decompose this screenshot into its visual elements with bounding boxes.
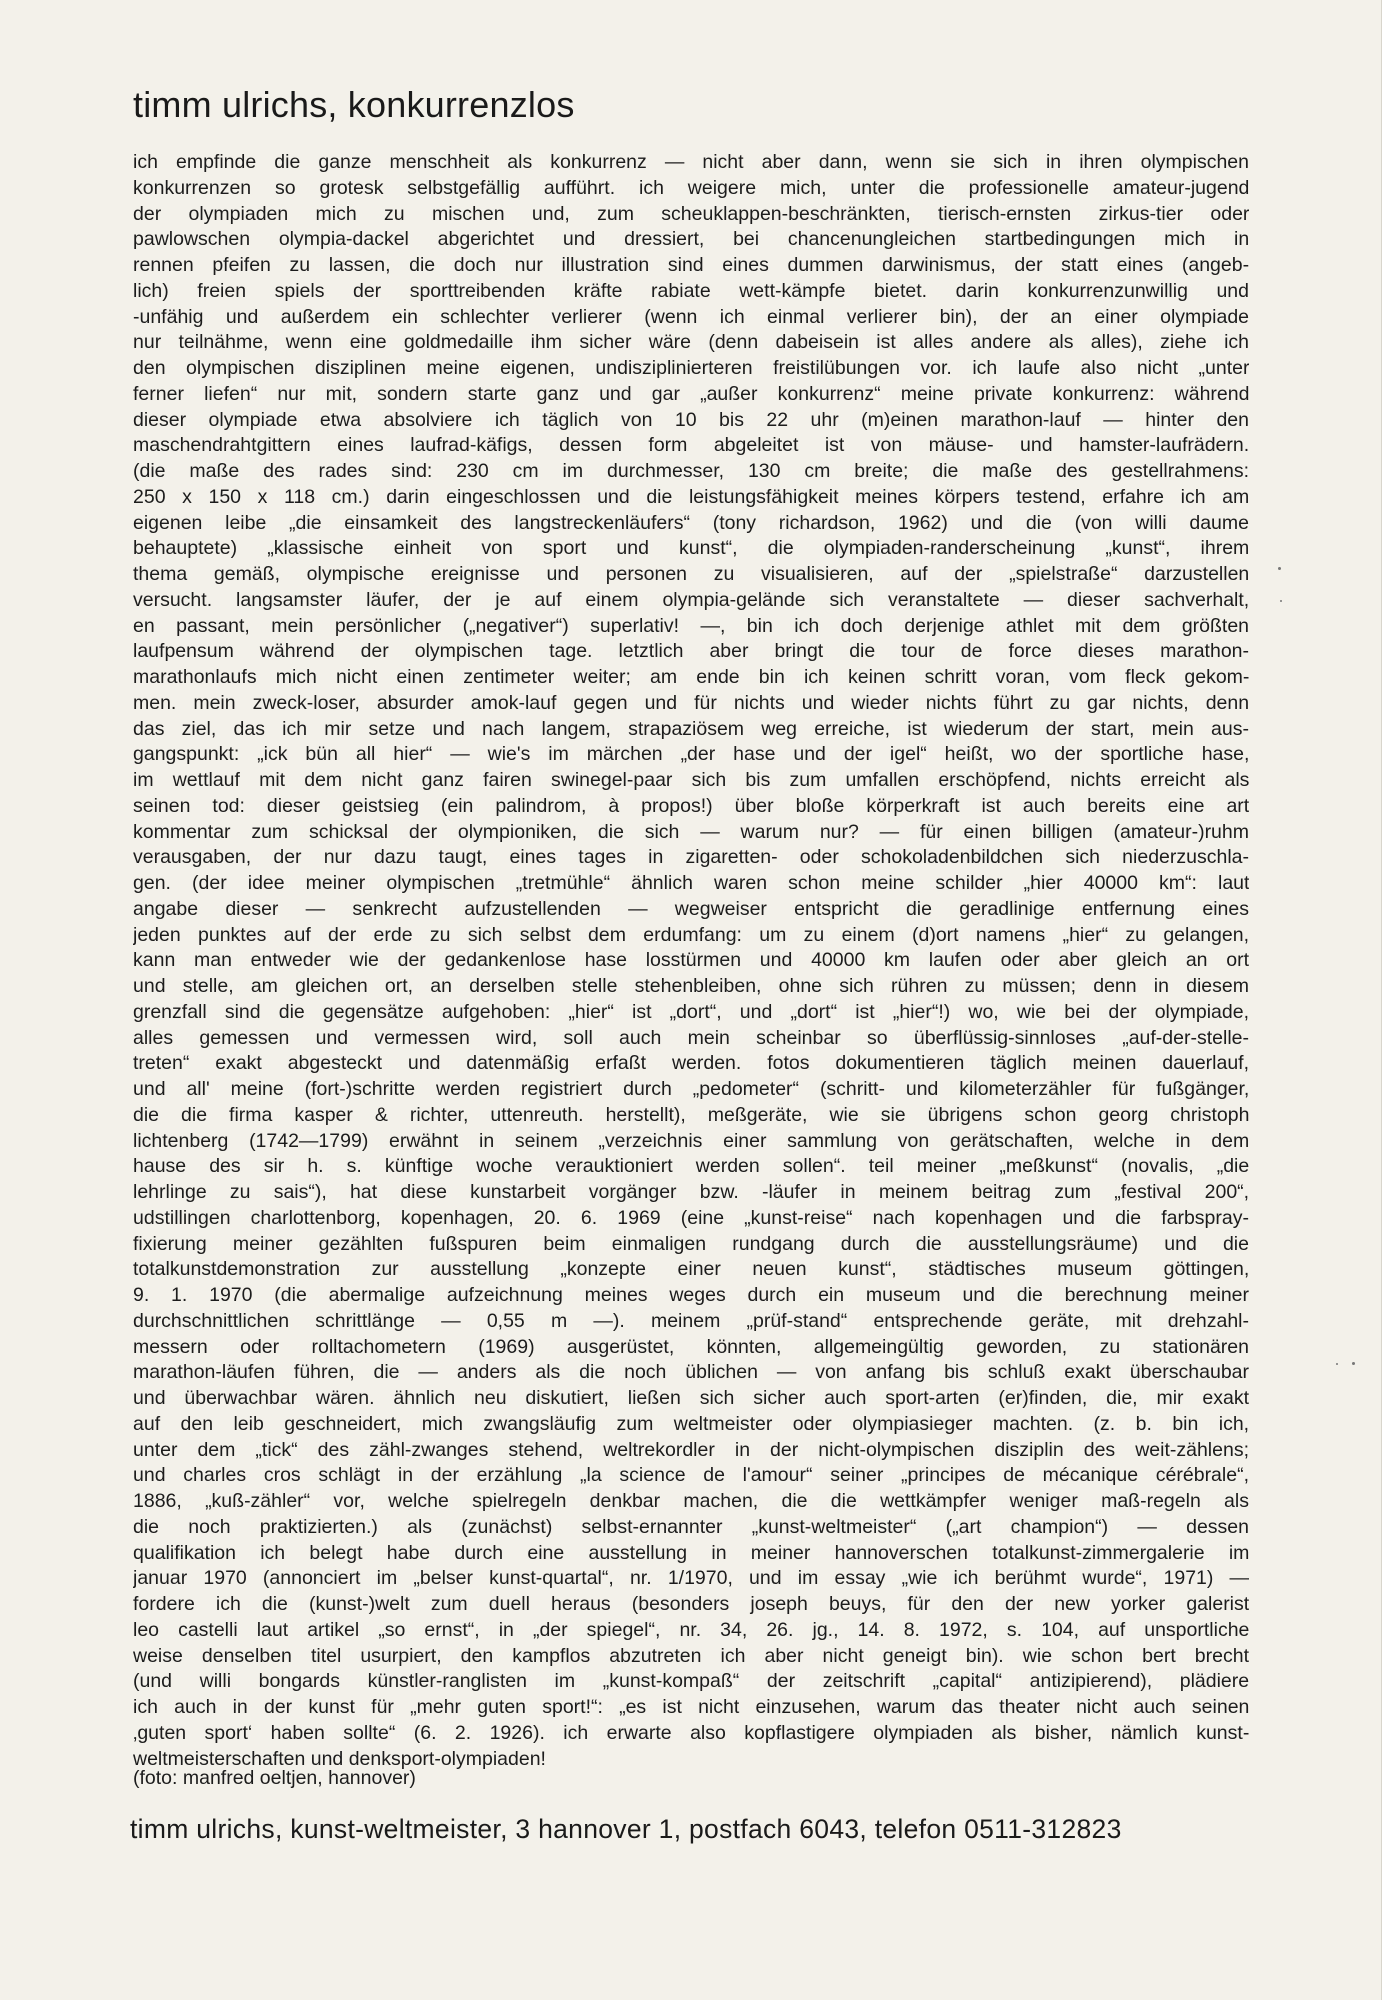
body-line: seinen tod: dieser geistsieg (ein palindrom, à propos!) über bloße körperkraft ist auch bereits eine art xyxy=(133,794,1249,817)
body-line: (die maße des rades sind: 230 cm im durchmesser, 130 cm breite; die maße des gestellrahmens: xyxy=(133,460,1249,482)
paper-speck xyxy=(1278,567,1281,570)
body-line: fixierung meiner gezählten fußspuren beim einmaligen rundgang durch die ausstellungsräume) und die xyxy=(133,1232,1249,1255)
body-line: treten“ exakt abgesteckt und datenmäßig erfaßt werden. fotos dokumentieren täglich meinen dauerlauf, xyxy=(133,1052,1249,1075)
body-line: den olympischen disziplinen meine eigenen, undisziplinierteren freistilübungen vor. ich laufe also nicht „unter xyxy=(133,357,1249,379)
body-line: ferner liefen“ nur mit, sondern starte ganz und gar „außer konkurrenz“ meine private konkurrenz: während xyxy=(133,382,1249,405)
body-line: 9. 1. 1970 (die abermalige aufzeichnung meines weges durch ein museum und die berechnung meiner xyxy=(133,1284,1249,1306)
body-line: kann man entweder wie der gedankenlose hase losstürmen und 40000 km laufen oder aber gleich an ort xyxy=(133,949,1249,972)
body-line: 250 x 150 x 118 cm.) darin eingeschlossen und die leistungsfähigkeit meines körpers testend, erfahre ich am xyxy=(133,485,1249,508)
body-line: marathon-läufen führen, die — anders als die noch üblichen — von anfang bis schluß exakt überschaubar xyxy=(133,1361,1249,1384)
body-line: die noch praktizierten.) als (zunächst) selbst-ernannter „kunst-weltmeister“ („art champion“) — dessen xyxy=(133,1515,1249,1538)
body-line: en passant, mein persönlicher („negativer“) superlativ! —, bin ich doch derjenige athlet mit dem größten xyxy=(133,614,1249,637)
body-line: das ziel, das ich mir setze und nach langem, strapaziösem weg erreiche, ist wiederum der start, mein aus- xyxy=(133,717,1249,740)
body-line: konkurrenzen so grotesk selbstgefällig aufführt. ich weigere mich, unter die professionelle amateur-jugend xyxy=(133,176,1249,199)
body-line: hause des sir h. s. künftige woche verauktioniert werden sollen“. teil meiner „meßkunst“ (novalis, „die xyxy=(133,1155,1249,1178)
body-line: jeden punktes auf der erde zu sich selbst dem erdumfang: um zu einem (d)ort namens „hier“ zu gelangen, xyxy=(133,923,1249,946)
body-line: ‚guten sport‘ haben sollte“ (6. 2. 1926). ich erwarte also kopflastigere olympiaden als bisher, nämlich kunst- xyxy=(133,1721,1249,1744)
body-line: (und willi bongards künstler-ranglisten im „kunst-kompaß“ der zeitschrift „capital“ antizipierend), plädiere xyxy=(133,1670,1249,1693)
body-line: versucht. langsamster läufer, der je auf einem olympia-gelände sich veranstaltete — dieser sachverhalt, xyxy=(133,588,1249,611)
body-line: totalkunstdemonstration zur ausstellung „konzepte einer neuen kunst“, städtisches museum göttingen, xyxy=(133,1258,1249,1281)
body-line: lehrlinge zu sais“), hat diese kunstarbeit vorgänger bzw. -läufer in meinem beitrag zum „festival 200“, xyxy=(133,1181,1249,1203)
body-line: angabe dieser — senkrecht aufzustellenden — wegweiser entspricht die geradlinige entfernung eines xyxy=(133,897,1249,920)
body-line: pawlowschen olympia-dackel abgerichtet und dressiert, bei chancenungleichen startbedingungen mich in xyxy=(133,228,1249,251)
body-line: die die firma kasper & richter, uttenreuth. herstellt), meßgeräte, wie sie übrigens schon georg christoph xyxy=(133,1103,1249,1126)
body-line: weise denselben titel usurpiert, den kampflos abzutreten ich aber nicht geneigt bin). wie schon bert brecht xyxy=(133,1644,1249,1667)
body-line: men. mein zweck-loser, absurder amok-lauf gegen und für nichts und wieder nichts führt zu gar nichts, denn xyxy=(133,691,1249,714)
body-line: und charles cros schlägt in der erzählung „la science de l'amour“ seiner „principes de mécanique cérébrale“, xyxy=(133,1464,1249,1487)
document-title: timm ulrichs, konkurrenzlos xyxy=(133,84,575,125)
paper-speck xyxy=(1336,1363,1338,1365)
body-line: im wettlauf mit dem nicht ganz fairen swinegel-paar sich bis zum umfallen erschöpfend, nichts erreicht als xyxy=(133,769,1249,791)
body-line: leo castelli laut artikel „so ernst“, in „der spiegel“, nr. 34, 26. jg., 14. 8. 1972, s. 104, auf unsportliche xyxy=(133,1618,1249,1641)
body-line: 1886, „kuß-zähler“ vor, welche spielregeln denkbar machen, die die wettkämpfer weniger maß-regeln als xyxy=(133,1490,1249,1512)
body-line: fordere ich die (kunst-)welt zum duell heraus (besonders joseph beuys, für den der new yorker galerist xyxy=(133,1593,1249,1615)
body-line: gen. (der idee meiner olympischen „tretmühle“ ähnlich waren schon meine schilder „hier 40000 km“: laut xyxy=(133,872,1249,894)
paper-speck xyxy=(1280,600,1282,602)
body-line: marathonlaufs mich nicht einen zentimeter weiter; am ende bin ich keinen schritt voran, vom fleck gekom- xyxy=(133,666,1249,688)
body-line: auf den leib geschneidert, mich zwangsläufig zum weltmeister oder olympiasieger machten. (z. b. bin ich, xyxy=(133,1412,1249,1435)
body-line: ich auch in der kunst für „mehr guten sport!“: „es ist nicht einzusehen, warum das theater nicht auch seinen xyxy=(133,1696,1249,1718)
body-line: januar 1970 (annonciert im „belser kunst-quartal“, nr. 1/1970, und im essay „wie ich berühmt wurde“, 1971) — xyxy=(133,1567,1249,1590)
paper-speck xyxy=(1352,1362,1355,1365)
body-line: maschendrahtgittern eines laufrad-käfigs, dessen form abgeleitet ist von mäuse- und hamster-laufrädern. xyxy=(133,434,1249,457)
body-line: der olympiaden mich zu mischen und, zum scheuklappen-beschränkten, tierisch-ernsten zirkus-tier oder xyxy=(133,202,1249,225)
body-text xyxy=(133,150,1249,1772)
body-line: lichtenberg (1742—1799) erwähnt in seinem „verzeichnis einer sammlung von gerätschaften, welche in dem xyxy=(133,1129,1249,1152)
body-line: thema gemäß, olympische ereignisse und personen zu visualisieren, auf der „spielstraße“ darzustellen xyxy=(133,563,1249,585)
body-line: eigenen leibe „die einsamkeit des langstreckenläufers“ (tony richardson, 1962) und die (von willi daume xyxy=(133,511,1249,534)
body-line: ich empfinde die ganze menschheit als konkurrenz — nicht aber dann, wenn sie sich in ihren olympischen xyxy=(133,151,1249,173)
body-line: lich) freien spiels der sporttreibenden kräfte rabiate wett-kämpfe bietet. darin konkurrenzunwillig und xyxy=(133,279,1249,302)
body-line: -unfähig und außerdem ein schlechter verlierer (wenn ich einmal verlierer bin), der an einer olympiade xyxy=(133,305,1249,328)
body-line: weltmeisterschaften und denksport-olympiaden! xyxy=(133,1747,546,1770)
body-line: unter dem „tick“ des zähl-zwanges stehend, weltrekordler in der nicht-olympischen disziplin des weit-zählens; xyxy=(133,1438,1249,1461)
body-line: dieser olympiade etwa absolviere ich täglich von 10 bis 22 uhr (m)einen marathon-lauf — hinter den xyxy=(133,408,1249,431)
body-line: gangspunkt: „ick bün all hier“ — wie's im märchen „der hase und der igel“ heißt, wo der sportliche hase, xyxy=(133,743,1249,766)
body-line: durchschnittlichen schrittlänge — 0,55 m —). meinem „prüf-stand“ entsprechende geräte, mit drehzahl- xyxy=(133,1309,1249,1332)
body-line: laufpensum während der olympischen tage. letztlich aber bringt die tour de force dieses marathon- xyxy=(133,640,1249,663)
body-line: und überwachbar wären. ähnlich neu diskutiert, ließen sich sicher auch sport-arten (er)finden, die, mir exakt xyxy=(133,1387,1249,1409)
body-line: qualifikation ich belegt habe durch eine ausstellung in meiner hannoverschen totalkunst-zimmergalerie im xyxy=(133,1541,1249,1564)
body-line: grenzfall sind die gegensätze aufgehoben: „hier“ ist „dort“, und „dort“ ist „hier“!) wo, wie bei der olympiade, xyxy=(133,1000,1249,1023)
body-line: behauptete) „klassische einheit von sport und kunst“, die olympiaden-randerscheinung „kunst“, ihrem xyxy=(133,537,1249,560)
body-line: udstillingen charlottenborg, kopenhagen, 20. 6. 1969 (eine „kunst-reise“ nach kopenhagen und die farbspray- xyxy=(133,1206,1249,1229)
photo-credit: (foto: manfred oeltjen, hannover) xyxy=(133,1767,416,1789)
body-line: rennen pfeifen zu lassen, die doch nur illustration sind eines dummen darwinismus, der statt eines (angeb- xyxy=(133,254,1249,276)
body-line: messern oder rolltachometern (1969) ausgerüstet, könnten, allgemeingültig geworden, zu stationären xyxy=(133,1335,1249,1358)
footer-address: timm ulrichs, kunst-weltmeister, 3 hannover 1, postfach 6043, telefon 0511-312823 xyxy=(130,1814,1122,1844)
body-line: kommentar zum schicksal der olympioniken, die sich — warum nur? — für einen billigen (amateur-)ruhm xyxy=(133,820,1249,843)
body-line: und stelle, am gleichen ort, an derselben stelle stehenbleiben, ohne sich rühren zu müssen; denn in diesem xyxy=(133,975,1249,997)
body-line: verausgaben, der nur dazu taugt, eines tages in zigaretten- oder schokoladenbildchen sich niederzuschla- xyxy=(133,846,1249,869)
body-line: und all' meine (fort-)schritte werden registriert durch „pedometer“ (schritt- und kilometerzähler für fußgänger, xyxy=(133,1078,1249,1100)
body-line: alles gemessen und vermessen wird, soll auch mein scheinbar so überflüssig-sinnloses „auf-der-stelle- xyxy=(133,1026,1249,1049)
body-line: nur teilnähme, wenn eine goldmedaille ihm sicher wäre (denn dabeisein ist alles andere als alles), ziehe ich xyxy=(133,331,1249,354)
